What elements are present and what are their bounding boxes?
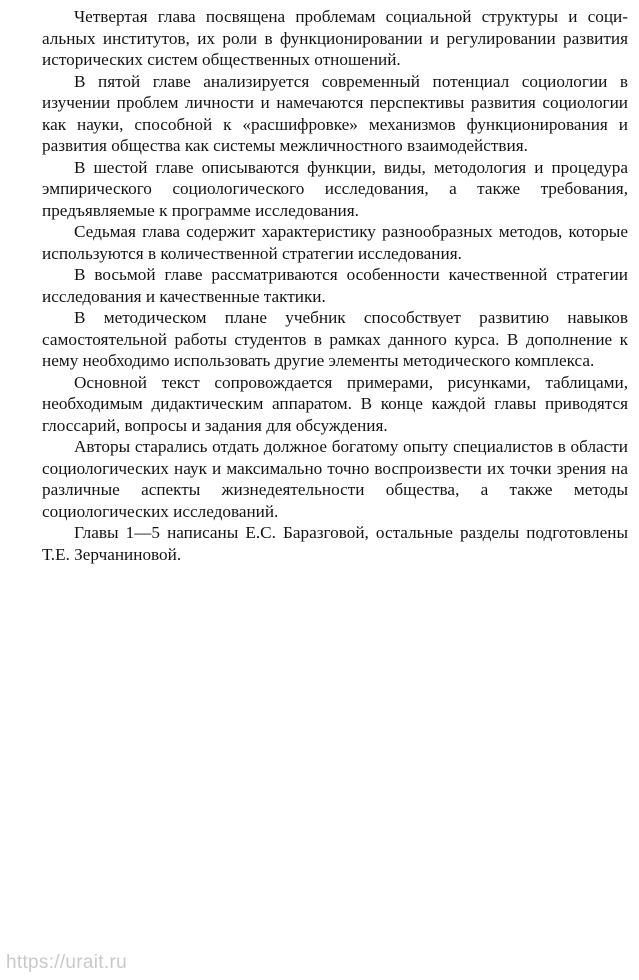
paragraph-chapter-eight: В восьмой главе рассматриваются особенности качественной стратегии исследования и качественные тактики. [42,265,628,306]
paragraph-chapter-five: В пятой главе анализируется современный потенциал социологии в изучении проблем личности и намечаются перспективы развития социологии как науки, способной к «расшифровке» механизмов функционирования и развития общества как системы межличностного взаимодействия. [42,71,628,155]
paragraph-chapter-four: Четвертая глава посвящена проблемам социальной структуры и социальных институтов, их роли в функционировании и регулировании развития исторических систем общественных отношений. [42,7,628,69]
paragraph-main-text: Основной текст сопровождается примерами, рисунками, таблицами, необходимым дидактическим аппаратом. В конце каждой главы приводятся глоссарий, вопросы и задания для обсуждения. [42,372,628,435]
paragraph-chapter-authorship: Главы 1—5 написаны Е.С. Баразговой, остальные разделы подготовлены Т.Е. Зерчаниновой. [42,523,628,564]
paragraph-authors: Авторы старались отдать должное богатому опыту специалистов в области социологических наук и максимально точно воспроизвести их точки зрения на различные аспекты жизнедеятельности общества, а также методы социологических исследований. [42,437,628,521]
watermark-url: https://urait.ru [6,952,127,973]
paragraph-methodology: В методическом плане учебник способствует развитию навыков самостоятельной работы студентов в рамках данного курса. В дополнение к нему необходимо использовать другие элементы методического комплекса. [42,308,628,370]
paragraph-chapter-seven: Седьмая глава содержит характеристику разнообразных методов, которые используются в количественной стратегии исследования. [42,222,628,263]
paragraph-chapter-six: В шестой главе описываются функции, виды, методология и процедура эмпирического социологического исследования, а также требования, предъявляемые к программе исследования. [42,157,628,220]
page-text [42,6,628,565]
